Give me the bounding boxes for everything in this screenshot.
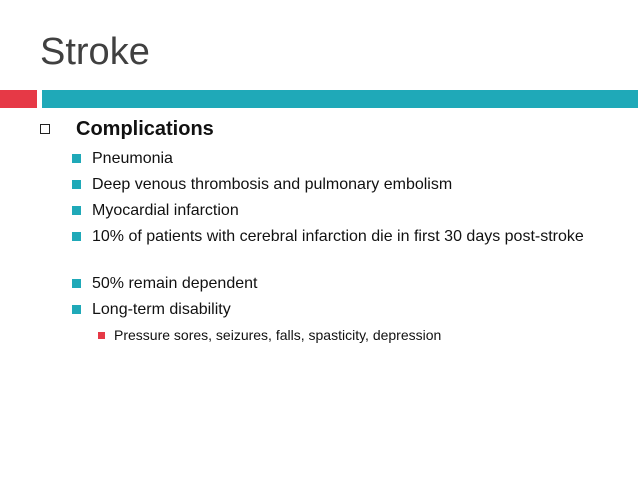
list-item bbox=[73, 273, 603, 294]
list-item bbox=[73, 174, 603, 195]
slide-title: Stroke bbox=[40, 31, 150, 73]
teal-square-bullet-icon bbox=[73, 155, 80, 162]
red-square-bullet-icon bbox=[98, 332, 105, 339]
hollow-square-bullet-icon bbox=[40, 124, 50, 134]
list-item-text: Myocardial infarction bbox=[92, 202, 239, 219]
sub-list-item-text: Pressure sores, seizures, falls, spasticity, depression bbox=[114, 327, 442, 343]
list-item-text: Long-term disability bbox=[92, 301, 231, 318]
list-item-text: 50% remain dependent bbox=[92, 275, 258, 292]
accent-bar-red bbox=[0, 90, 37, 108]
sub-list-item bbox=[98, 326, 441, 345]
accent-bar-teal bbox=[42, 90, 638, 108]
list-item-text: Deep venous thrombosis and pulmonary embolism bbox=[92, 176, 453, 193]
teal-square-bullet-icon bbox=[73, 207, 80, 214]
teal-square-bullet-icon bbox=[73, 280, 80, 287]
teal-square-bullet-icon bbox=[73, 181, 80, 188]
bullet-heading: Complications bbox=[76, 118, 214, 140]
list-item bbox=[73, 299, 603, 320]
list-item bbox=[73, 226, 598, 247]
list-item-text: 10% of patients with cerebral infarction die in first 30 days post-stroke bbox=[92, 228, 584, 245]
list-item bbox=[73, 200, 603, 221]
teal-square-bullet-icon bbox=[73, 233, 80, 240]
list-item-text: Pneumonia bbox=[92, 150, 173, 167]
bullet-complications bbox=[40, 116, 214, 142]
teal-square-bullet-icon bbox=[73, 306, 80, 313]
list-item bbox=[73, 148, 603, 169]
